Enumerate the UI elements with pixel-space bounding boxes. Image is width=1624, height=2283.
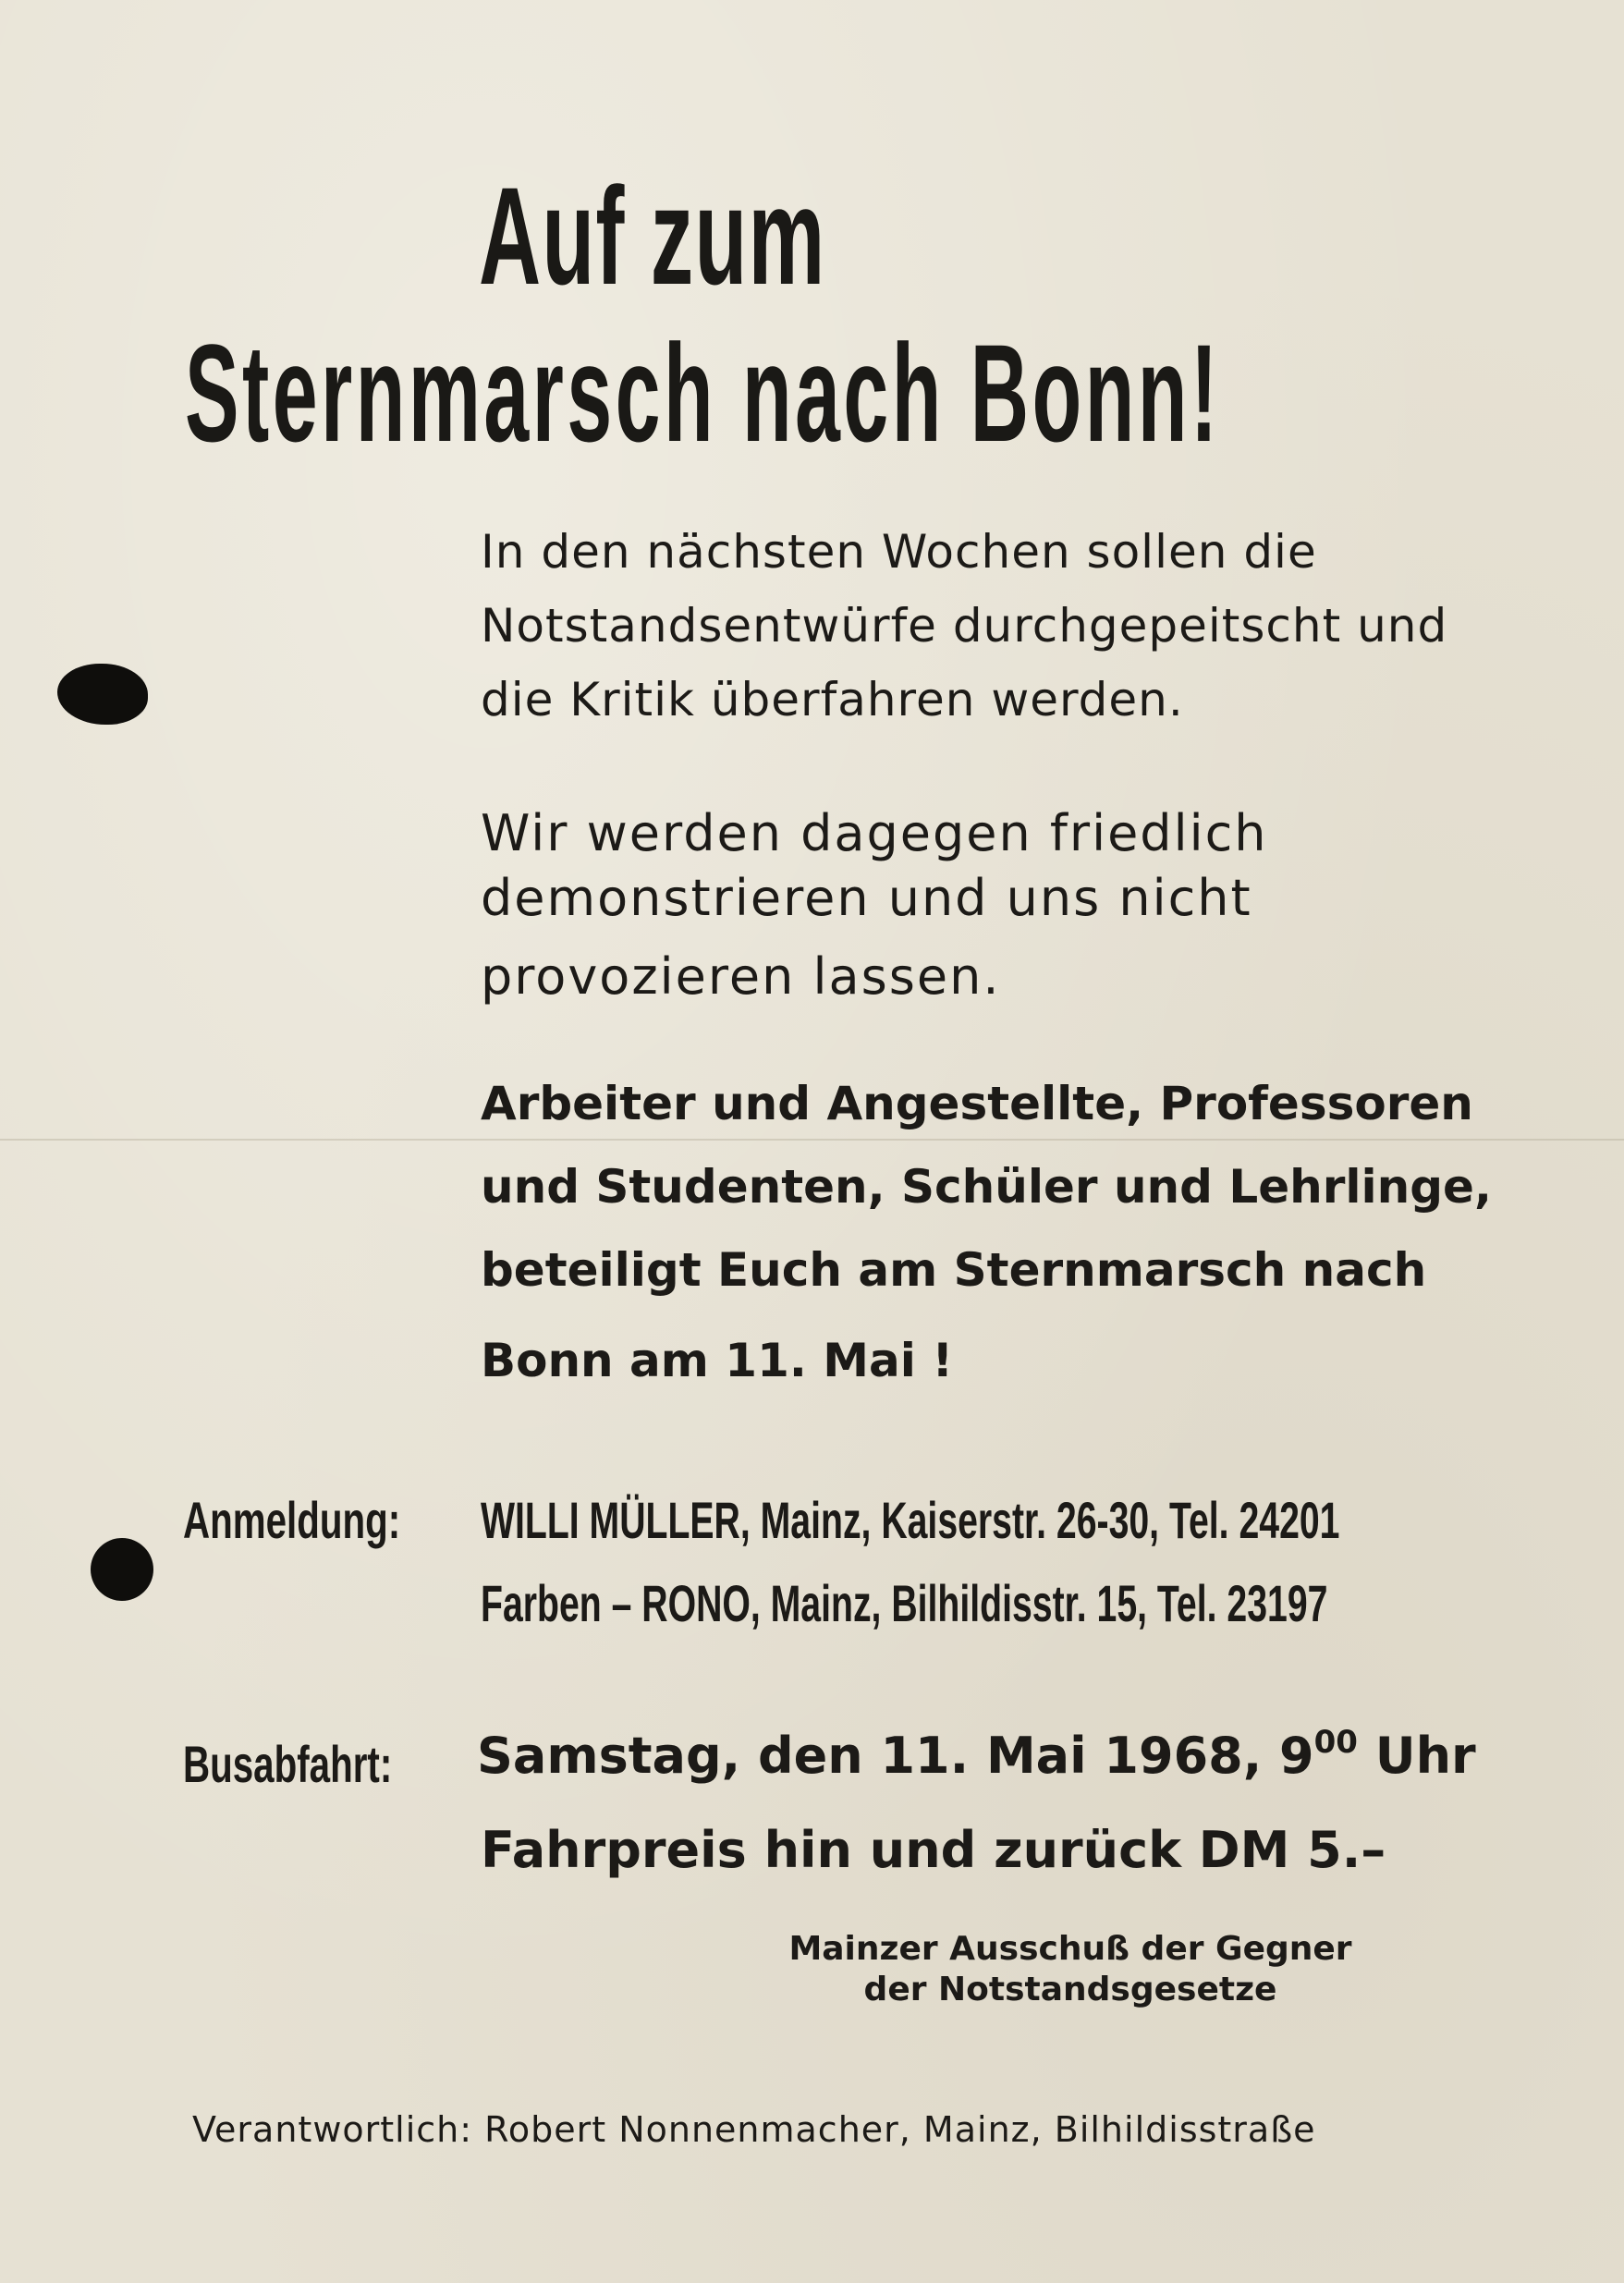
appeal-line-3: beteiligt Euch am Sternmarsch nach (481, 1243, 1427, 1297)
headline-line-1: Auf zum (479, 158, 826, 313)
intro-line-5: demonstrieren und uns nicht (481, 869, 1252, 927)
registration-entry-1: WILLI MÜLLER, Mainz, Kaiserstr. 26-30, Tel. 24201 (481, 1491, 1340, 1549)
organizer-line-1: Mainzer Ausschuß der Gegner (788, 1930, 1352, 1968)
intro-line-2: Notstandsentwürfe durchgepeitscht und (481, 599, 1448, 653)
bus-fare: Fahrpreis hin und zurück DM 5.– (481, 1821, 1386, 1879)
registration-label: Anmeldung: (183, 1491, 401, 1549)
organizer-line-2: der Notstandsgesetze (863, 1971, 1277, 2008)
punch-hole-bottom (91, 1538, 153, 1601)
intro-line-1: In den nächsten Wochen sollen die (481, 525, 1317, 579)
registration-entry-2: Farben – RONO, Mainz, Bilhildisstr. 15, Tel. 23197 (481, 1574, 1328, 1632)
bus-departure-minutes: 00 (1313, 1724, 1358, 1761)
responsible-note: Verantwortlich: Robert Nonnenmacher, Mainz, Bilhildisstraße (192, 2109, 1316, 2150)
punch-hole-top (57, 664, 148, 725)
bus-departure-date: Samstag, den 11. Mai 1968, 9 (477, 1727, 1314, 1785)
bus-label: Busabfahrt: (183, 1735, 393, 1793)
bus-departure (477, 1724, 1476, 1785)
intro-line-4: Wir werden dagegen friedlich (481, 804, 1268, 862)
intro-line-6: provozieren lassen. (481, 947, 1001, 1006)
appeal-line-4: Bonn am 11. Mai ! (481, 1334, 954, 1387)
bus-departure-suffix: Uhr (1357, 1727, 1476, 1785)
fold-crease (0, 1139, 1624, 1141)
appeal-line-1: Arbeiter und Angestellte, Professoren (481, 1077, 1473, 1130)
headline-line-2: Sternmarsch nach Bonn! (185, 315, 1221, 470)
intro-line-3: die Kritik überfahren werden. (481, 673, 1184, 726)
appeal-line-2: und Studenten, Schüler und Lehrlinge, (481, 1160, 1492, 1214)
